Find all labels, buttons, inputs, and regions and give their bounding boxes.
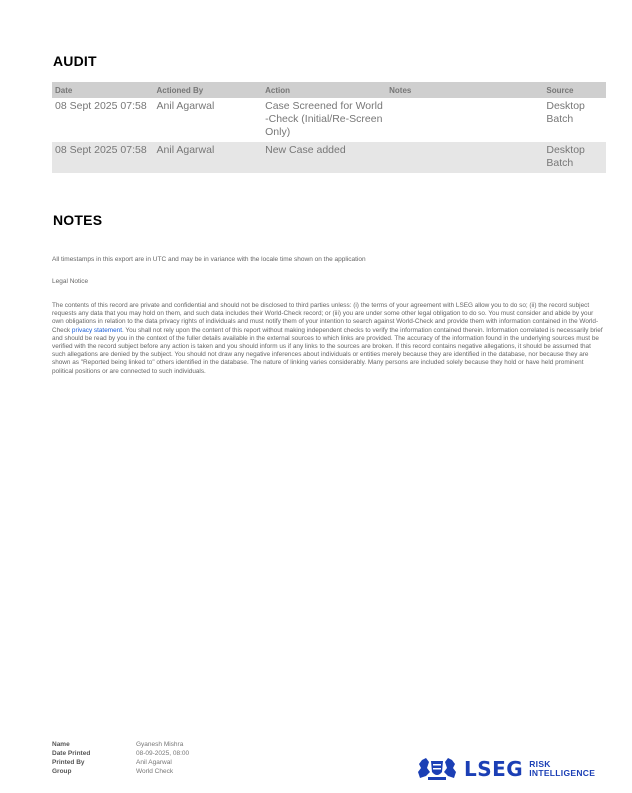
column-header-notes: Notes (386, 82, 543, 98)
footer-row-group (52, 767, 189, 776)
cell-source: Desktop Batch (543, 142, 606, 173)
footer-row-name (52, 740, 189, 749)
cell-action (262, 98, 386, 142)
footer-label: Group (52, 768, 72, 775)
audit-section-title: AUDIT (53, 53, 97, 69)
cell-source: Desktop Batch (546, 100, 585, 125)
footer-value: World Check (136, 768, 174, 775)
column-header-actioned-by: Actioned By (154, 82, 263, 98)
crest-icon (416, 756, 458, 782)
footer-row-date (52, 749, 189, 758)
footer-label: Date Printed (52, 750, 91, 757)
column-header-action: Action (262, 82, 386, 98)
lseg-logo (416, 756, 595, 782)
action-text: Case Screened for World-Check (Initial/Re-Screen Only) (265, 100, 383, 138)
cell-actioned-by: Anil Agarwal (154, 142, 263, 173)
lseg-wordmark: LSEG (464, 757, 524, 781)
footer-row-printed-by (52, 758, 189, 767)
column-header-source: Source (543, 82, 606, 98)
footer-value: Anil Agarwal (136, 759, 172, 766)
cell-date: 08 Sept 2025 07:58 (52, 142, 154, 173)
cell-date: 08 Sept 2025 07:58 (55, 100, 147, 112)
footer-label: Printed By (52, 759, 85, 766)
cell-action: New Case added (262, 142, 386, 173)
cell-actioned-by: Anil Agarwal (156, 100, 215, 112)
timestamps-note: All timestamps in this export are in UTC and may be in variance with the locale time shown on the application (52, 256, 366, 263)
table-row (52, 142, 606, 173)
cell-notes (386, 142, 543, 173)
footer-value: 08-09-2025, 08:00 (136, 750, 190, 757)
audit-table (52, 82, 606, 173)
cell-notes (386, 98, 543, 142)
legal-text-part: . You shall not rely upon the content of this report without making independent checks to verify the information contained therein. Information correlated is necessarily brief and should be read by you in the context of the fuller details available in the external sources to which links are provided. The accuracy of the information found in the underlying sources must be verified with the record subject before any action is taken and you should inform us if any links to the sources are broken. If this record contains negative allegations, it should be assumed that such allegations are denied by the subject. You should not draw any negative inferences about individuals or entities merely because they are identified in the database, nor because they are shown as "Reported being linked to" others identified in the database. The nature of linking varies considerably. Many persons are included solely because they hold or have held prominent political positions or are connected to such individuals. (52, 326, 603, 375)
legal-notice-text (52, 302, 604, 376)
privacy-statement-link[interactable]: privacy statement (71, 326, 122, 334)
table-row (52, 98, 606, 142)
logo-line-intelligence: INTELLIGENCE (529, 768, 596, 778)
footer-value: Gyanesh Mishra (136, 741, 184, 748)
print-info-footer (52, 740, 189, 776)
risk-intelligence-wordmark (529, 760, 595, 778)
legal-text-part: The contents of this record are private and confidential and should not be disclosed to third parties unless: (i) the terms of your agreement with LSEG allow you to do so; (ii) the record subject requests any data that you may hold on them, and such data includes their World-Check record; or (iii) you are under some other legal obligation to do so. You must consider and abide by your own obligations in relation to the data privacy rights of individuals and must notify them of your intention to search against World-Check and provide them with information contained in the World-Check (52, 302, 599, 334)
logo-line-risk: RISK (529, 759, 551, 769)
column-header-date: Date (52, 82, 154, 98)
audit-table-header (52, 82, 606, 98)
footer-label: Name (52, 741, 70, 748)
legal-notice-label: Legal Notice (52, 278, 89, 285)
notes-section-title: NOTES (53, 212, 103, 228)
